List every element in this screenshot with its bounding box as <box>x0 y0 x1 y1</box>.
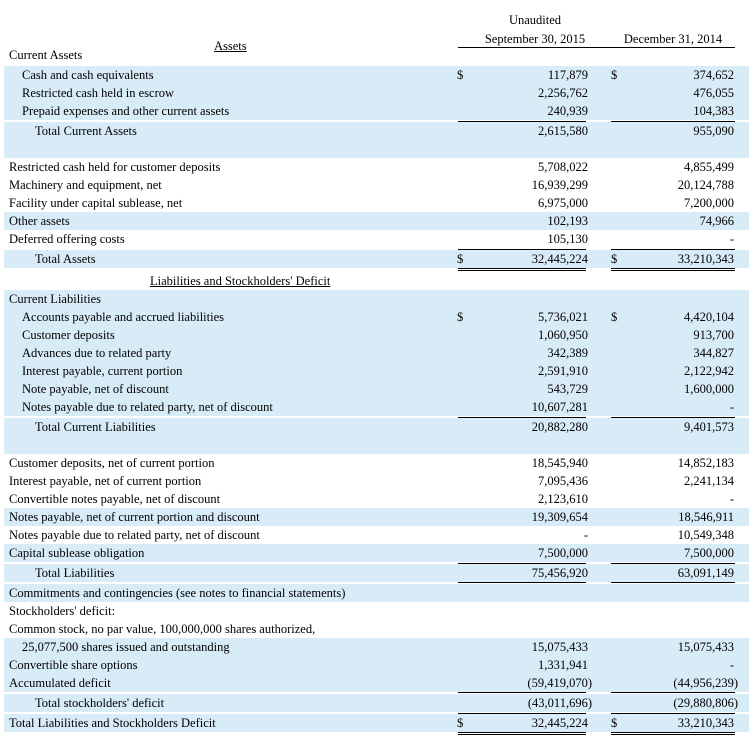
table-row <box>4 472 749 490</box>
row-label: Current Assets <box>9 48 83 62</box>
row-label: Customer deposits <box>22 328 115 342</box>
col1-value: 1,060,950 <box>538 328 588 342</box>
col1-value: (59,419,070) <box>527 676 592 690</box>
table-row <box>4 436 749 454</box>
table-row <box>4 194 749 212</box>
col2-currency: $ <box>611 68 618 82</box>
table-row <box>4 526 749 544</box>
row-label: Facility under capital sublease, net <box>9 196 183 210</box>
row-label: Cash and cash equivalents <box>22 68 154 82</box>
col1-currency: $ <box>457 310 464 324</box>
row-label: Convertible notes payable, net of discount <box>9 492 221 506</box>
rule-line <box>611 692 735 693</box>
col2-value: 7,200,000 <box>684 196 734 210</box>
col1-currency: $ <box>457 252 464 266</box>
row-label: Notes payable due to related party, net of discount <box>22 400 273 414</box>
row-label: 25,077,500 shares issued and outstanding <box>22 640 230 654</box>
col1-value: 1,331,941 <box>538 658 588 672</box>
row-label: Other assets <box>9 214 70 228</box>
table-row <box>4 398 749 416</box>
col2-value: 33,210,343 <box>677 716 734 730</box>
rule-line <box>458 582 586 583</box>
col2-currency: $ <box>611 310 618 324</box>
col2-value: 18,546,911 <box>678 510 734 524</box>
col2-value: 20,124,788 <box>677 178 734 192</box>
row-label: Advances due to related party <box>22 346 172 360</box>
col1-date-header: September 30, 2015 <box>458 31 612 48</box>
col1-value: 32,445,224 <box>531 252 588 266</box>
col1-value: 10,607,281 <box>531 400 588 414</box>
table-row <box>4 694 749 712</box>
col1-value: 2,615,580 <box>538 124 588 138</box>
col2-value: - <box>729 400 734 414</box>
col1-value: (43,011,696) <box>527 696 592 710</box>
col2-value: (44,956,239) <box>673 676 738 690</box>
row-label: Convertible share options <box>9 658 138 672</box>
col2-value: 74,966 <box>699 214 734 228</box>
col1-value: 342,389 <box>547 346 588 360</box>
table-row <box>4 418 749 436</box>
row-label: Total stockholders' deficit <box>35 696 165 710</box>
col2-value: 1,600,000 <box>684 382 734 396</box>
col2-value: 374,652 <box>693 68 734 82</box>
col2-value: 4,855,499 <box>684 160 734 174</box>
col1-value: 75,456,920 <box>531 566 588 580</box>
row-label: Total Current Assets <box>35 124 137 138</box>
table-row <box>4 290 749 308</box>
col1-value: 7,095,436 <box>538 474 588 488</box>
col2-value: 955,090 <box>693 124 734 138</box>
table-row <box>4 46 749 64</box>
col1-value: 16,939,299 <box>531 178 588 192</box>
table-row <box>4 714 749 732</box>
row-label: Notes payable due to related party, net of discount <box>9 528 260 542</box>
row-label: Customer deposits, net of current portion <box>9 456 215 470</box>
col2-value: 344,827 <box>693 346 734 360</box>
table-row <box>4 584 749 602</box>
col1-value: 5,736,021 <box>538 310 588 324</box>
table-row <box>4 638 749 656</box>
col1-value: 2,591,910 <box>538 364 588 378</box>
row-label: Prepaid expenses and other current assets <box>22 104 230 118</box>
col2-value: 913,700 <box>693 328 734 342</box>
col2-value: 63,091,149 <box>677 566 734 580</box>
table-row <box>4 564 749 582</box>
rule-line <box>611 582 735 583</box>
col1-value: 543,729 <box>547 382 588 396</box>
table-row <box>4 454 749 472</box>
col2-value: 15,075,433 <box>677 640 734 654</box>
row-label: Accounts payable and accrued liabilities <box>22 310 225 324</box>
rule-line <box>611 732 735 733</box>
col1-value: 2,256,762 <box>538 86 588 100</box>
table-row <box>4 84 749 102</box>
row-label: Deferred offering costs <box>9 232 125 246</box>
col2-value: 2,122,942 <box>684 364 734 378</box>
rule-line <box>458 417 586 418</box>
col1-value: 20,882,280 <box>531 420 588 434</box>
rule-line <box>458 268 586 269</box>
table-row <box>4 308 749 326</box>
col2-value: - <box>729 492 734 506</box>
row-label: Machinery and equipment, net <box>9 178 162 192</box>
row-label: Restricted cash held in escrow <box>22 86 175 100</box>
col2-value: (29,880,806) <box>673 696 738 710</box>
liabilities-title: Liabilities and Stockholders' Deficit <box>150 274 331 288</box>
rule-line <box>458 734 586 735</box>
row-label: Stockholders' deficit: <box>9 604 116 618</box>
rule-line <box>611 734 735 735</box>
table-row <box>4 620 749 638</box>
col1-value: 7,500,000 <box>538 546 588 560</box>
col1-value: 15,075,433 <box>531 640 588 654</box>
row-label: Total Current Liabilities <box>35 420 156 434</box>
col1-status: Unaudited <box>508 13 562 27</box>
table-row <box>4 122 749 140</box>
row-label: Capital sublease obligation <box>9 546 145 560</box>
rule-line <box>611 417 735 418</box>
col1-value: 6,975,000 <box>538 196 588 210</box>
rule-line <box>458 563 586 564</box>
col1-value: 5,708,022 <box>538 160 588 174</box>
table-row <box>4 230 749 248</box>
col1-value: 105,130 <box>547 232 588 246</box>
table-row <box>4 176 749 194</box>
table-row <box>4 140 749 158</box>
table-row <box>4 602 749 620</box>
col1-value: 102,193 <box>547 214 588 228</box>
col1-currency: $ <box>457 68 464 82</box>
rule-line <box>611 121 735 122</box>
col2-value: - <box>729 658 734 672</box>
table-row <box>4 326 749 344</box>
col1-value: 32,445,224 <box>531 716 588 730</box>
rule-line <box>611 270 735 271</box>
rule-line <box>458 692 586 693</box>
col1-value: - <box>583 528 588 542</box>
col2-value: 104,383 <box>693 104 734 118</box>
row-label: Total Assets <box>35 252 96 266</box>
col2-value: 9,401,573 <box>684 420 734 434</box>
col2-value: - <box>729 232 734 246</box>
col2-value: 476,055 <box>693 86 734 100</box>
table-row <box>4 250 749 268</box>
col2-currency: $ <box>611 716 618 730</box>
table-row <box>4 490 749 508</box>
col1-value: 18,545,940 <box>531 456 588 470</box>
row-label: Current Liabilities <box>9 292 101 306</box>
table-row <box>4 380 749 398</box>
col2-value: 14,852,183 <box>677 456 734 470</box>
table-row <box>4 508 749 526</box>
assets-title: Assets <box>214 39 247 53</box>
row-label: Total Liabilities <box>35 566 115 580</box>
col1-currency: $ <box>457 716 464 730</box>
col1-value: 240,939 <box>547 104 588 118</box>
row-label: Interest payable, current portion <box>22 364 183 378</box>
table-row <box>4 362 749 380</box>
rule-line <box>611 268 735 269</box>
table-row <box>4 66 749 84</box>
row-label: Interest payable, net of current portion <box>9 474 202 488</box>
col1-value: 19,309,654 <box>531 510 588 524</box>
row-label: Total Liabilities and Stockholders Deficit <box>9 716 216 730</box>
rule-line <box>611 713 735 714</box>
rule-line <box>458 249 586 250</box>
col1-value: 117,879 <box>547 68 588 82</box>
table-row <box>4 674 749 692</box>
row-label: Accumulated deficit <box>9 676 111 690</box>
col1-value: 2,123,610 <box>538 492 588 506</box>
row-label: Commitments and contingencies (see notes to financial statements) <box>9 586 346 600</box>
col2-date-header: December 31, 2014 <box>611 31 735 48</box>
rule-line <box>458 121 586 122</box>
col2-value: 4,420,104 <box>684 310 734 324</box>
rule-line <box>458 270 586 271</box>
table-row <box>4 344 749 362</box>
table-row <box>4 158 749 176</box>
col2-currency: $ <box>611 252 618 266</box>
rule-line <box>611 563 735 564</box>
rule-line <box>611 249 735 250</box>
table-row <box>4 212 749 230</box>
row-label: Restricted cash held for customer deposits <box>9 160 221 174</box>
rule-line <box>458 713 586 714</box>
col2-value: 10,549,348 <box>677 528 734 542</box>
row-label: Common stock, no par value, 100,000,000 shares authorized, <box>9 622 316 636</box>
col2-value: 7,500,000 <box>684 546 734 560</box>
row-label: Note payable, net of discount <box>22 382 169 396</box>
rule-line <box>458 732 586 733</box>
col2-value: 2,241,134 <box>684 474 734 488</box>
row-label: Notes payable, net of current portion and discount <box>9 510 260 524</box>
table-row <box>4 544 749 562</box>
table-row <box>4 656 749 674</box>
table-row <box>4 102 749 120</box>
col2-value: 33,210,343 <box>677 252 734 266</box>
